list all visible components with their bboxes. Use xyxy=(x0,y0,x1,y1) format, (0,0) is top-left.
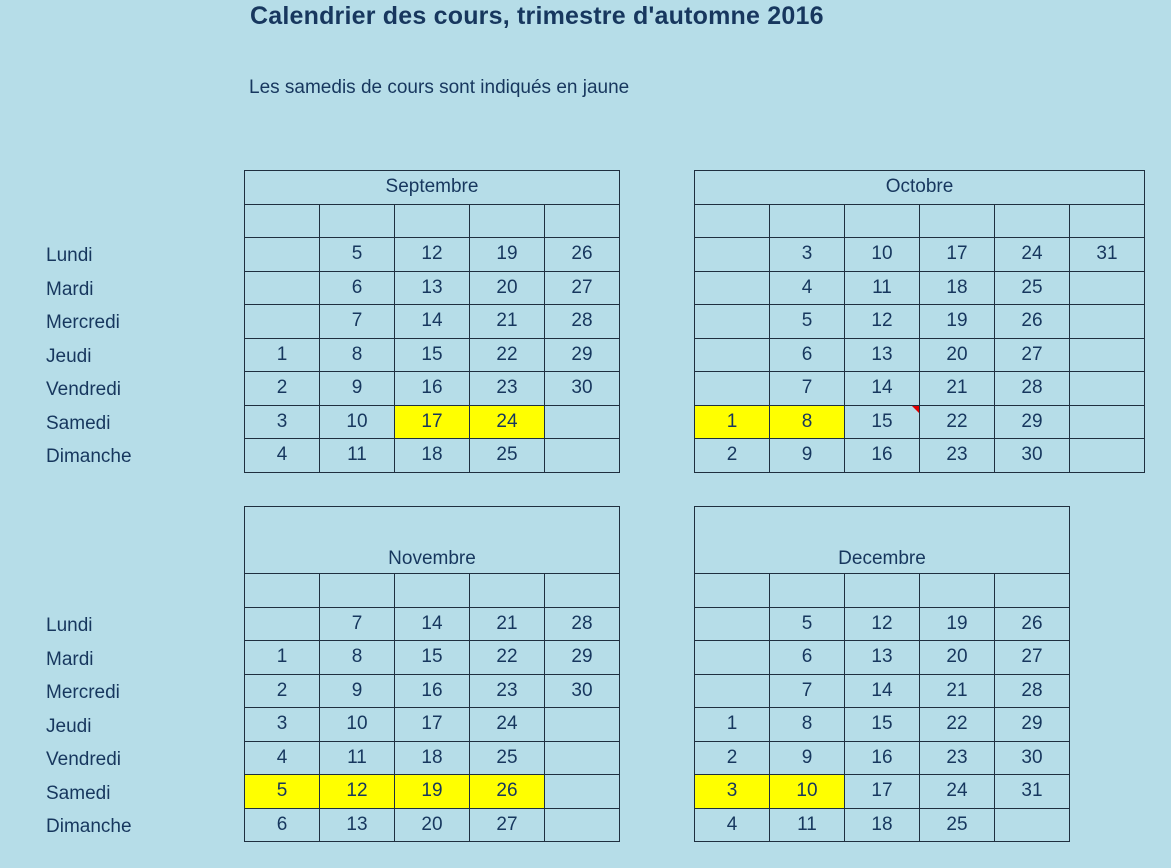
day-cell: 14 xyxy=(395,305,470,339)
day-cell: 23 xyxy=(920,439,995,473)
day-cell: 25 xyxy=(995,271,1070,305)
day-cell xyxy=(695,372,770,406)
empty-cell xyxy=(845,204,920,238)
day-cell: 31 xyxy=(1070,238,1145,272)
day-label-mardi: Mardi xyxy=(46,648,94,670)
day-cell: 10 xyxy=(845,238,920,272)
day-cell: 18 xyxy=(395,439,470,473)
day-cell: 27 xyxy=(545,271,620,305)
day-label-mercredi: Mercredi xyxy=(46,312,120,333)
day-cell xyxy=(245,238,320,272)
day-label-lundi: Lundi xyxy=(46,245,93,266)
day-cell: 22 xyxy=(920,405,995,439)
day-cell xyxy=(545,808,620,842)
empty-cell xyxy=(320,204,395,238)
day-cell: 26 xyxy=(470,775,545,809)
day-cell: 6 xyxy=(320,271,395,305)
day-cell: 4 xyxy=(695,808,770,842)
day-cell: 7 xyxy=(770,674,845,708)
day-cell: 14 xyxy=(395,607,470,641)
week-row xyxy=(695,775,1070,809)
day-cell: 22 xyxy=(920,708,995,742)
day-cell: 19 xyxy=(920,607,995,641)
empty-cell xyxy=(245,574,320,608)
week-row xyxy=(695,708,1070,742)
empty-cell xyxy=(695,204,770,238)
week-row xyxy=(695,674,1070,708)
day-cell: 23 xyxy=(470,674,545,708)
day-cell: 16 xyxy=(395,674,470,708)
day-cell: 9 xyxy=(320,372,395,406)
day-cell: 29 xyxy=(995,708,1070,742)
day-cell: 20 xyxy=(395,808,470,842)
day-cell xyxy=(695,271,770,305)
day-cell: 23 xyxy=(920,741,995,775)
page-subtitle: Les samedis de cours sont indiqués en jaune xyxy=(249,77,630,98)
empty-cell xyxy=(545,574,620,608)
day-cell: 25 xyxy=(470,439,545,473)
week-row xyxy=(245,439,620,473)
day-cell: 21 xyxy=(920,674,995,708)
day-cell: 1 xyxy=(245,641,320,675)
day-cell: 29 xyxy=(545,641,620,675)
month-name: Novembre xyxy=(245,507,620,574)
day-cell xyxy=(695,338,770,372)
empty-cell xyxy=(245,204,320,238)
day-cell xyxy=(545,775,620,809)
day-cell: 11 xyxy=(770,808,845,842)
empty-cell xyxy=(320,574,395,608)
day-cell: 5 xyxy=(770,607,845,641)
day-cell: 12 xyxy=(845,607,920,641)
day-cell xyxy=(695,607,770,641)
day-cell: 8 xyxy=(320,338,395,372)
day-cell: 21 xyxy=(470,607,545,641)
day-cell: 3 xyxy=(245,708,320,742)
day-cell: 5 xyxy=(245,775,320,809)
day-cell xyxy=(1070,271,1145,305)
day-cell: 8 xyxy=(320,641,395,675)
empty-cell xyxy=(770,574,845,608)
day-label-mercredi: Mercredi xyxy=(46,682,120,703)
day-cell: 7 xyxy=(770,372,845,406)
week-row xyxy=(245,338,620,372)
empty-cell xyxy=(995,204,1070,238)
day-cell: 27 xyxy=(995,338,1070,372)
day-cell: 13 xyxy=(845,641,920,675)
day-cell: 1 xyxy=(245,338,320,372)
day-cell: 2 xyxy=(695,741,770,775)
empty-cell xyxy=(845,574,920,608)
day-cell: 28 xyxy=(995,372,1070,406)
day-cell: 16 xyxy=(845,741,920,775)
empty-cell xyxy=(920,574,995,608)
day-cell xyxy=(1070,305,1145,339)
day-cell: 13 xyxy=(395,271,470,305)
day-cell: 17 xyxy=(920,238,995,272)
page-title: Calendrier des cours, trimestre d'automne 2016 xyxy=(250,2,824,30)
day-cell: 12 xyxy=(320,775,395,809)
day-cell xyxy=(695,238,770,272)
empty-cell xyxy=(395,574,470,608)
week-row xyxy=(695,808,1070,842)
calendar-novembre xyxy=(244,506,620,842)
week-row xyxy=(245,775,620,809)
day-label-dimanche: Dimanche xyxy=(46,446,132,467)
calendar-octobre xyxy=(694,170,1145,473)
day-cell: 20 xyxy=(920,641,995,675)
week-row xyxy=(245,708,620,742)
week-row xyxy=(695,372,1145,406)
day-cell: 23 xyxy=(470,372,545,406)
day-cell: 24 xyxy=(470,708,545,742)
day-label-dimanche: Dimanche xyxy=(46,816,132,837)
day-cell: 19 xyxy=(920,305,995,339)
day-cell: 25 xyxy=(920,808,995,842)
empty-cell xyxy=(470,204,545,238)
day-cell: 16 xyxy=(845,439,920,473)
day-cell: 13 xyxy=(320,808,395,842)
empty-cell xyxy=(695,574,770,608)
day-cell: 15 xyxy=(845,405,920,439)
day-cell: 20 xyxy=(920,338,995,372)
week-row xyxy=(695,305,1145,339)
day-cell: 28 xyxy=(545,305,620,339)
day-cell xyxy=(245,271,320,305)
day-cell: 19 xyxy=(470,238,545,272)
day-cell xyxy=(1070,405,1145,439)
day-cell: 10 xyxy=(770,775,845,809)
week-row xyxy=(245,607,620,641)
week-row xyxy=(245,372,620,406)
day-cell: 6 xyxy=(770,641,845,675)
day-cell: 29 xyxy=(545,338,620,372)
day-cell: 2 xyxy=(245,372,320,406)
day-cell: 15 xyxy=(845,708,920,742)
week-row xyxy=(695,607,1070,641)
day-cell: 26 xyxy=(995,607,1070,641)
day-cell: 30 xyxy=(545,674,620,708)
week-row xyxy=(245,271,620,305)
day-cell: 20 xyxy=(470,271,545,305)
day-cell: 5 xyxy=(320,238,395,272)
day-cell: 11 xyxy=(320,439,395,473)
day-cell: 11 xyxy=(845,271,920,305)
day-cell: 9 xyxy=(770,439,845,473)
day-cell: 30 xyxy=(995,439,1070,473)
day-cell xyxy=(695,641,770,675)
day-cell: 6 xyxy=(245,808,320,842)
day-cell: 13 xyxy=(845,338,920,372)
day-cell: 9 xyxy=(320,674,395,708)
empty-cell xyxy=(770,204,845,238)
day-label-vendredi: Vendredi xyxy=(46,379,122,400)
week-row xyxy=(245,238,620,272)
day-cell: 12 xyxy=(395,238,470,272)
empty-cell xyxy=(545,204,620,238)
week-row xyxy=(245,741,620,775)
empty-cell xyxy=(470,574,545,608)
day-cell: 16 xyxy=(395,372,470,406)
day-label-vendredi: Vendredi xyxy=(46,749,122,770)
day-cell: 17 xyxy=(845,775,920,809)
day-cell xyxy=(695,305,770,339)
day-cell: 24 xyxy=(995,238,1070,272)
day-cell xyxy=(1070,338,1145,372)
day-cell: 18 xyxy=(920,271,995,305)
day-cell xyxy=(545,439,620,473)
day-cell xyxy=(245,305,320,339)
day-cell: 3 xyxy=(245,405,320,439)
calendar-decembre xyxy=(694,506,1070,842)
week-row xyxy=(245,405,620,439)
day-cell: 9 xyxy=(770,741,845,775)
week-row xyxy=(695,405,1145,439)
day-cell: 10 xyxy=(320,405,395,439)
week-row xyxy=(695,641,1070,675)
day-cell xyxy=(1070,372,1145,406)
day-cell xyxy=(245,607,320,641)
week-row xyxy=(695,439,1145,473)
week-row xyxy=(695,238,1145,272)
day-cell: 11 xyxy=(320,741,395,775)
day-cell: 8 xyxy=(770,708,845,742)
month-name: Octobre xyxy=(695,171,1145,205)
day-cell: 18 xyxy=(395,741,470,775)
empty-cell xyxy=(995,574,1070,608)
day-cell xyxy=(545,741,620,775)
day-label-jeudi: Jeudi xyxy=(46,715,92,737)
day-cell: 5 xyxy=(770,305,845,339)
day-cell xyxy=(1070,439,1145,473)
day-cell: 25 xyxy=(470,741,545,775)
day-cell xyxy=(545,708,620,742)
day-cell: 4 xyxy=(770,271,845,305)
day-cell: 18 xyxy=(845,808,920,842)
day-cell: 26 xyxy=(545,238,620,272)
week-row xyxy=(245,674,620,708)
day-cell xyxy=(995,808,1070,842)
day-cell: 15 xyxy=(395,641,470,675)
day-label-samedi: Samedi xyxy=(46,782,111,804)
day-cell: 26 xyxy=(995,305,1070,339)
comment-indicator-icon[interactable] xyxy=(912,406,919,413)
day-cell: 22 xyxy=(470,641,545,675)
day-cell: 28 xyxy=(545,607,620,641)
day-cell: 17 xyxy=(395,405,470,439)
day-cell: 30 xyxy=(545,372,620,406)
day-cell: 19 xyxy=(395,775,470,809)
day-cell: 21 xyxy=(920,372,995,406)
empty-cell xyxy=(395,204,470,238)
day-cell: 7 xyxy=(320,607,395,641)
day-cell: 24 xyxy=(470,405,545,439)
week-row xyxy=(695,741,1070,775)
day-cell: 1 xyxy=(695,708,770,742)
day-cell: 21 xyxy=(470,305,545,339)
day-cell: 12 xyxy=(845,305,920,339)
day-cell: 14 xyxy=(845,372,920,406)
day-cell: 29 xyxy=(995,405,1070,439)
day-label-samedi: Samedi xyxy=(46,412,111,434)
day-cell: 6 xyxy=(770,338,845,372)
day-label-jeudi: Jeudi xyxy=(46,345,92,367)
calendar-septembre xyxy=(244,170,620,473)
day-cell: 2 xyxy=(245,674,320,708)
week-row xyxy=(695,271,1145,305)
day-cell: 28 xyxy=(995,674,1070,708)
day-cell: 8 xyxy=(770,405,845,439)
week-row xyxy=(245,808,620,842)
day-cell: 4 xyxy=(245,741,320,775)
week-row xyxy=(695,338,1145,372)
empty-cell xyxy=(1070,204,1145,238)
day-cell: 7 xyxy=(320,305,395,339)
day-cell: 24 xyxy=(920,775,995,809)
day-cell: 22 xyxy=(470,338,545,372)
day-cell: 10 xyxy=(320,708,395,742)
day-cell: 1 xyxy=(695,405,770,439)
day-cell: 3 xyxy=(695,775,770,809)
week-row xyxy=(245,641,620,675)
day-cell: 27 xyxy=(995,641,1070,675)
empty-cell xyxy=(920,204,995,238)
day-label-lundi: Lundi xyxy=(46,615,93,636)
month-name: Septembre xyxy=(245,171,620,205)
day-cell: 27 xyxy=(470,808,545,842)
day-label-mardi: Mardi xyxy=(46,278,94,300)
day-cell: 3 xyxy=(770,238,845,272)
month-name: Decembre xyxy=(695,507,1070,574)
day-cell xyxy=(545,405,620,439)
day-cell: 31 xyxy=(995,775,1070,809)
day-cell: 4 xyxy=(245,439,320,473)
day-cell: 30 xyxy=(995,741,1070,775)
day-cell: 15 xyxy=(395,338,470,372)
day-cell: 17 xyxy=(395,708,470,742)
week-row xyxy=(245,305,620,339)
day-cell xyxy=(695,674,770,708)
day-cell: 14 xyxy=(845,674,920,708)
day-cell: 2 xyxy=(695,439,770,473)
